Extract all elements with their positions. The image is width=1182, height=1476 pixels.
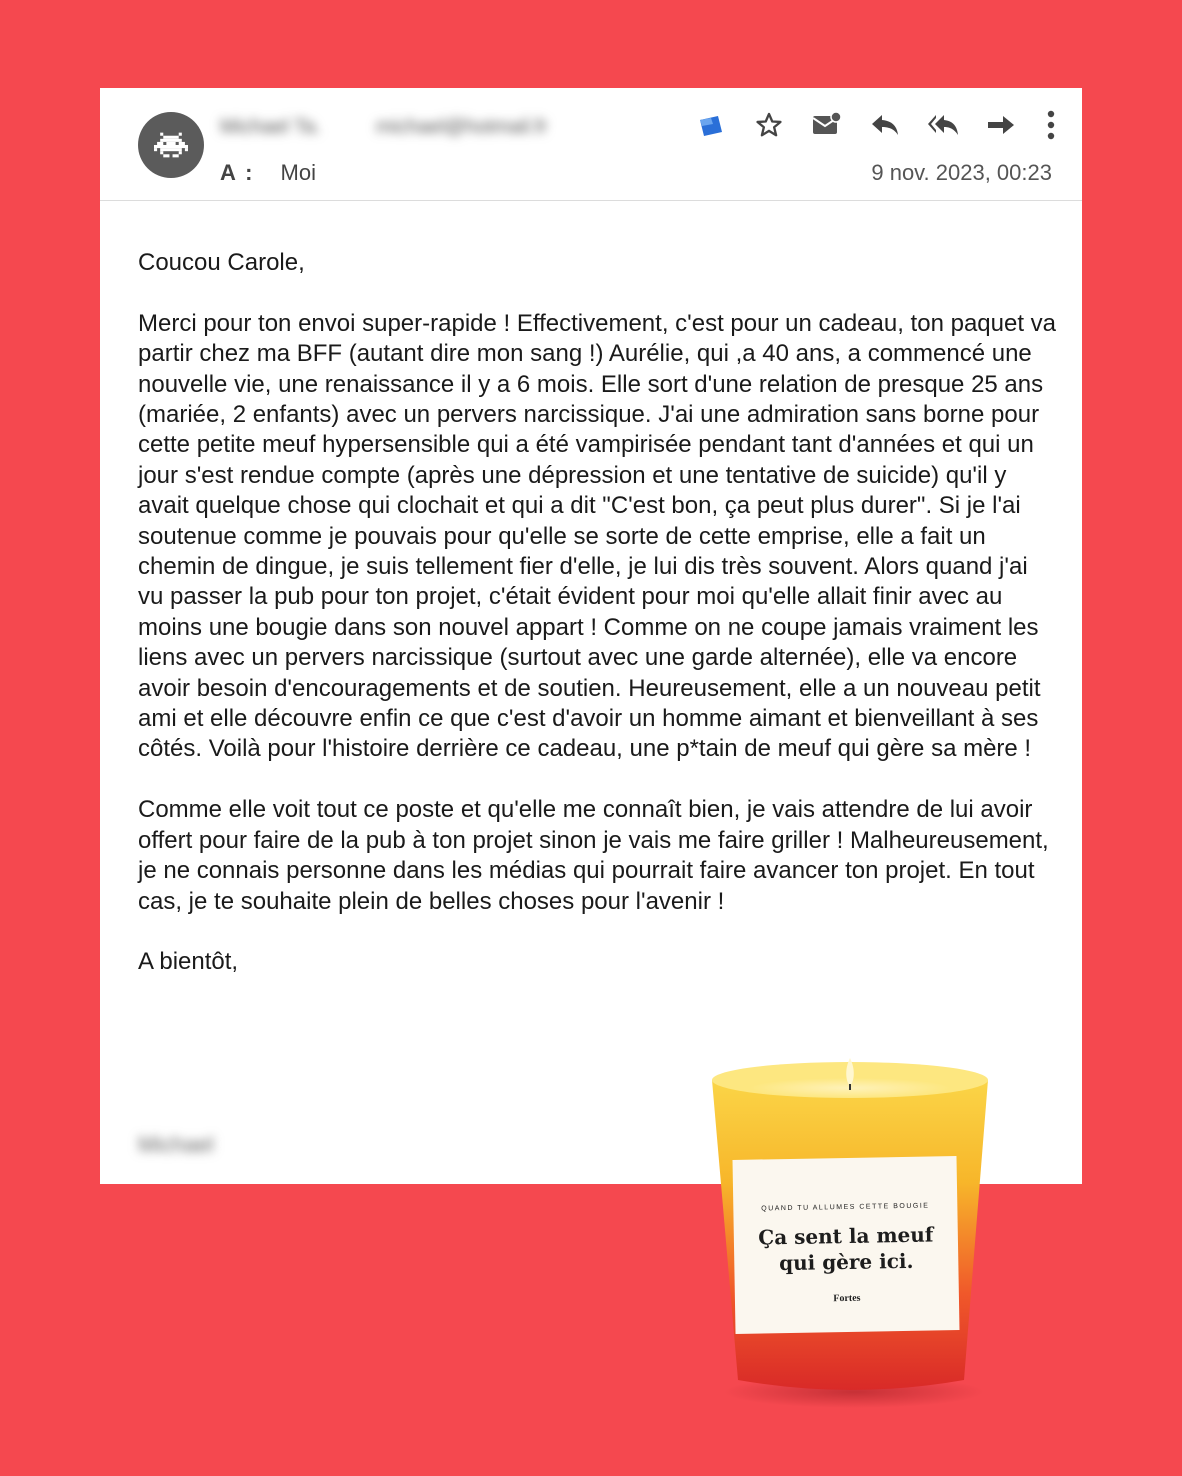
candle-brand: Fortes — [833, 1292, 861, 1305]
candle-label — [732, 1156, 959, 1334]
mark-unread-button[interactable] — [810, 106, 844, 144]
star-button[interactable] — [752, 106, 786, 144]
sender-name: Michael Ta. — [220, 116, 321, 138]
forward-icon — [986, 112, 1016, 138]
candle-label-line2: qui gère ici. — [778, 1248, 914, 1276]
email-header — [100, 88, 1082, 201]
label-icon — [697, 112, 725, 138]
reply-all-icon — [927, 112, 959, 138]
email-date: 9 nov. 2023, 00:23 — [871, 160, 1052, 185]
reply-icon — [870, 112, 900, 138]
body-paragraph-2: Comme elle voit tout ce poste et qu'elle me connaît bien, je vais attendre de lui avoir offert pour faire de la pub à ton projet sinon je vais me faire griller ! Malheureusement, je ne connais personne dans les médias qui pourrait faire avancer ton projet. En tout cas, je te souhaite plein de belles choses pour l'avenir ! — [138, 796, 1049, 915]
space-invader-icon — [154, 132, 188, 158]
sender-avatar[interactable] — [138, 112, 204, 178]
signature: Michael — [138, 1132, 214, 1157]
forward-button[interactable] — [984, 106, 1018, 144]
reply-all-button[interactable] — [926, 106, 960, 144]
greeting: Coucou Carole, — [138, 249, 305, 276]
mark-unread-icon — [812, 112, 842, 138]
candle-label-tagline: QUAND TU ALLUMES CETTE BOUGIE — [761, 1202, 930, 1213]
email-actions — [694, 106, 1060, 144]
more-vert-icon — [1046, 110, 1056, 140]
closing: A bientôt, — [138, 948, 239, 976]
more-options-button[interactable] — [1042, 106, 1060, 144]
reply-button[interactable] — [868, 106, 902, 144]
star-icon — [755, 111, 783, 139]
email-body — [138, 248, 1058, 1008]
email-card — [100, 88, 1082, 1184]
sender-email: michael@hotmail.fr — [376, 116, 548, 138]
body-paragraph-1: Merci pour ton envoi super-rapide ! Effectivement, c'est pour un cadeau, ton paquet va partir chez ma BFF (autant dire mon sang !) Aurélie, qui ,a 40 ans, a commencé une nouvelle vie, une renaissance il y a 6 mois. Elle sort d'une relation de presque 25 ans (mariée, 2 enfants) avec un pervers narcissique. J'ai une admiration sans borne pour cette petite meuf hypersensible qui a été vampirisée pendant tant d'années et qui un jour s'est rendue compte (après une dépression et une tentative de suicide) qu'il y avait quelque chose qui clochait et qui a dit "C'est bon, ça peut plus durer". Si je l'ai soutenue comme je pouvais pour qu'elle se sorte de cette emprise, elle a fait un chemin de dingue, je suis tellement fier d'elle, je lui dis très souvent. Alors quand j'ai vu passer la pub pour ton projet, c'était évident pour moi qu'elle allait finir avec au moins une bougie dans son nouvel appart ! Comme on ne coupe jamais vraiment les liens avec un pervers narcissique (surtout avec une garde alternée), elle va encore avoir besoin d'encouragements et de soutien. Heureusement, elle a un nouveau petit ami et elle découvre enfin ce que c'est d'avoir un homme aimant et bienveillant à ses côtés. Voilà pour l'histoire derrière ce cadeau, une p*tain de meuf qui gère sa mère ! — [138, 309, 1057, 763]
recipient-row — [220, 160, 316, 186]
candle-label-line1: Ça sent la meuf — [758, 1222, 934, 1250]
label-button[interactable] — [694, 106, 728, 144]
to-value: Moi — [280, 160, 316, 185]
to-label: A : — [220, 160, 255, 185]
